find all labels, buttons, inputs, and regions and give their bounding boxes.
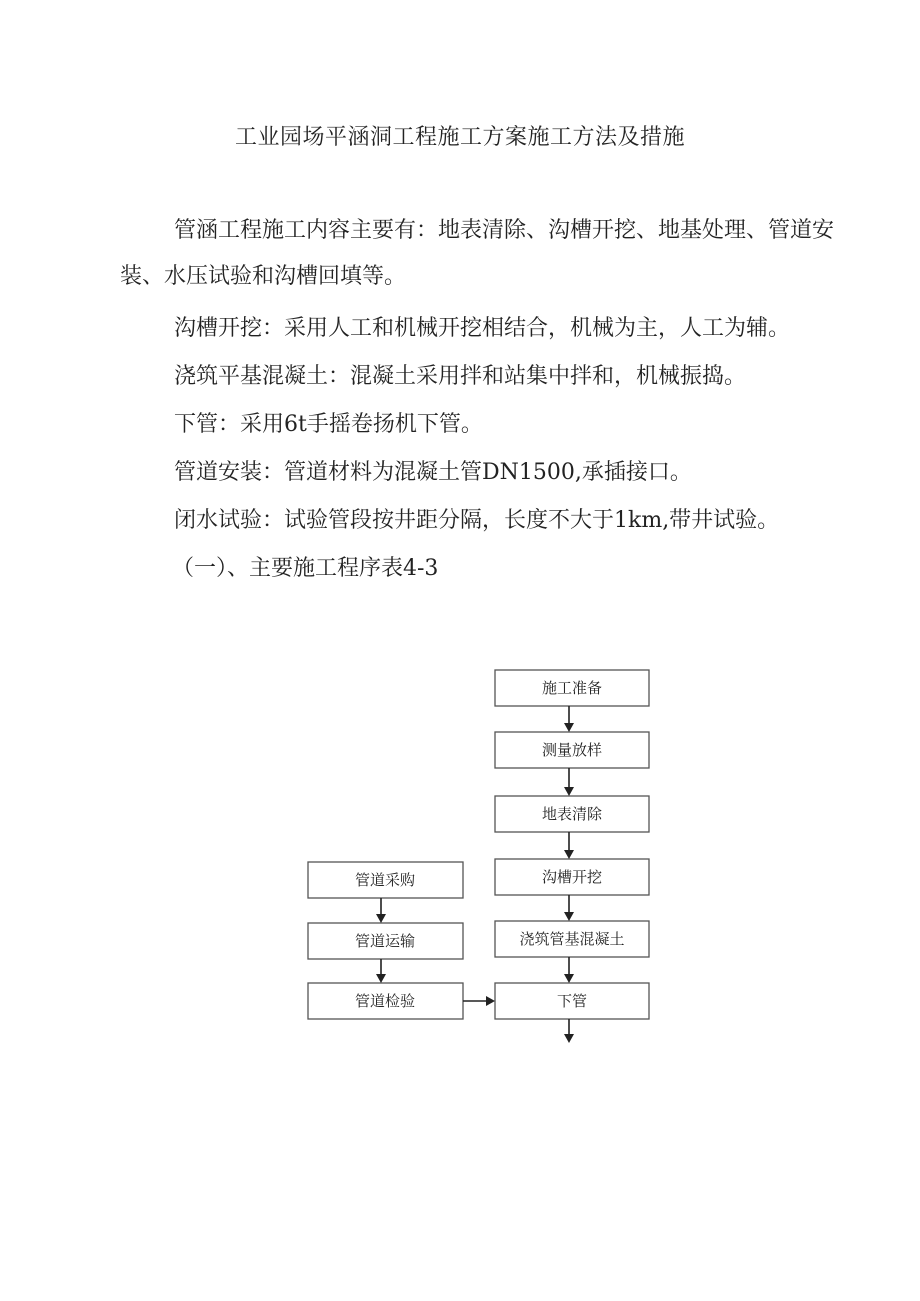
arrow-down-icon	[376, 898, 386, 923]
flow-step-pipe-transport	[308, 923, 463, 959]
flow-step-survey	[495, 732, 649, 768]
section-heading: （一）、主要施工程序表4-3	[172, 556, 439, 581]
arrow-down-icon	[564, 957, 574, 983]
flow-step-label: 地表清除	[541, 805, 603, 823]
arrow-down-icon	[564, 895, 574, 921]
arrow-down-icon	[564, 706, 574, 732]
paragraph-lowering: 下管：采用6t手摇卷扬机下管。	[174, 412, 483, 437]
flow-step-label: 施工准备	[541, 679, 603, 697]
flow-step-label: 测量放样	[541, 741, 603, 759]
arrow-right-icon	[463, 996, 495, 1006]
paragraph-scope: 管涵工程施工内容主要有：地表清除、沟槽开挖、地基处理、管道安装、水压试验和沟槽回填等。	[120, 218, 835, 289]
paragraph-installation: 管道安装：管道材料为混凝土管DN1500,承插接口。	[174, 460, 692, 485]
page-title: 工业园场平涵洞工程施工方案施工方法及措施	[234, 125, 685, 150]
paragraph-concrete: 浇筑平基混凝土：混凝土采用拌和站集中拌和，机械振捣。	[174, 364, 747, 389]
flow-step-label: 管道采购	[354, 871, 416, 889]
paragraph-water-test: 闭水试验：试验管段按井距分隔，长度不大于1km,带井试验。	[174, 508, 780, 533]
flow-step-trench	[495, 859, 649, 895]
flow-step-pipe-inspection	[308, 983, 463, 1019]
flow-step-label: 下管	[556, 992, 588, 1010]
flow-step-label: 管道运输	[354, 932, 416, 950]
paragraph-trench: 沟槽开挖：采用人工和机械开挖相结合，机械为主，人工为辅。	[174, 316, 791, 341]
flow-step-label: 管道检验	[354, 992, 416, 1010]
flow-step-label: 沟槽开挖	[541, 868, 603, 886]
flow-step-preparation	[495, 670, 649, 706]
arrow-down-icon	[376, 959, 386, 983]
arrow-down-icon	[564, 1019, 574, 1043]
flow-step-lowering	[495, 983, 649, 1019]
flow-step-concrete	[495, 921, 649, 957]
flow-step-pipe-purchase	[308, 862, 463, 898]
flow-step-clearing	[495, 796, 649, 832]
flow-step-label: 浇筑管基混凝土	[519, 930, 625, 948]
arrow-down-icon	[564, 832, 574, 859]
arrow-down-icon	[564, 768, 574, 796]
